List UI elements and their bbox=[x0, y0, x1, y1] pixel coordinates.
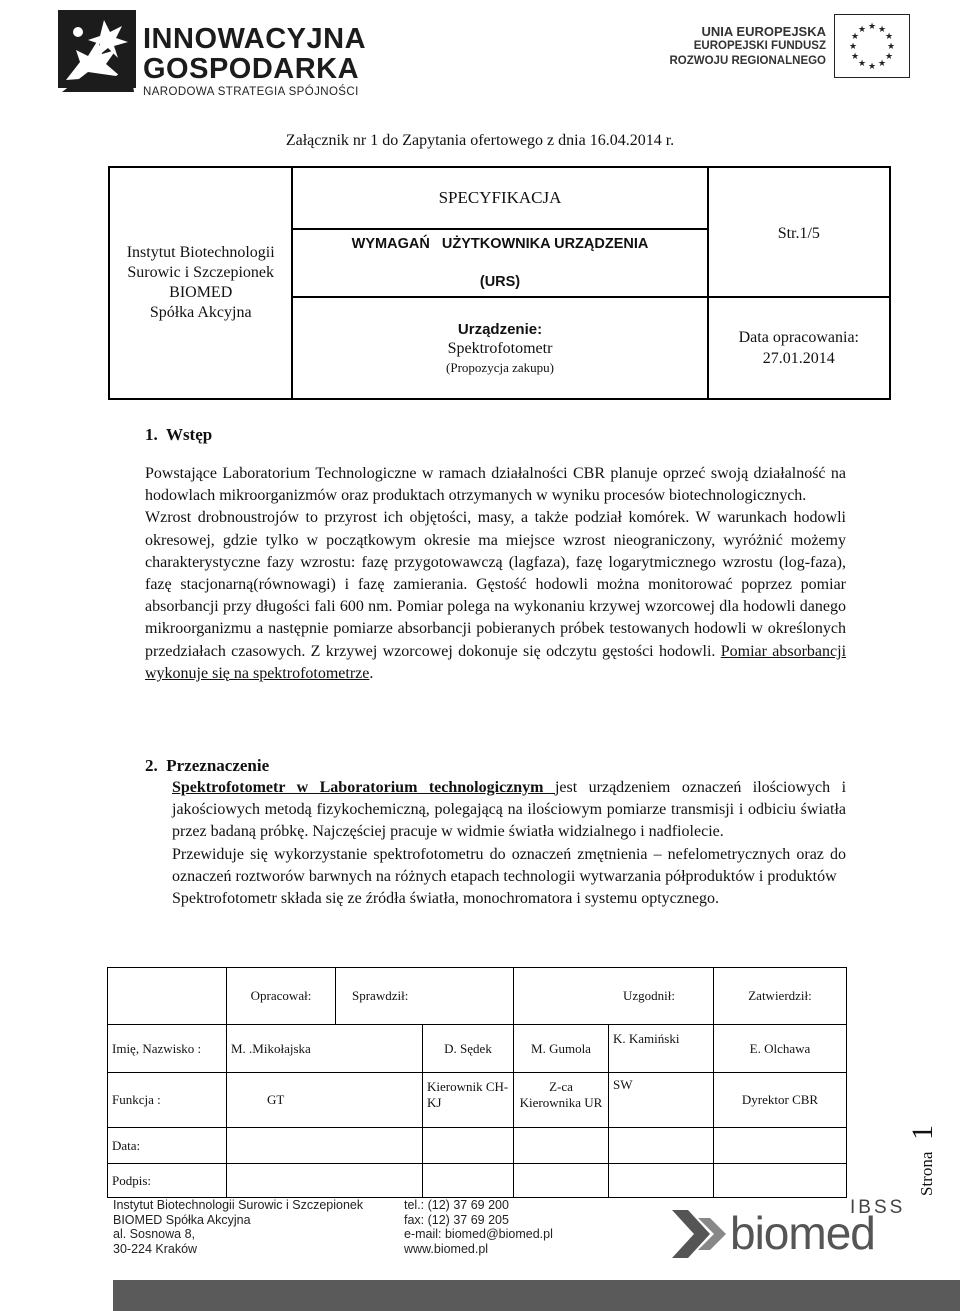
footer-contact-line: fax: (12) 37 69 205 bbox=[404, 1212, 509, 1227]
sig-function: GT bbox=[227, 1073, 423, 1128]
sig-header: Sprawdził: bbox=[336, 968, 514, 1025]
specification-table bbox=[108, 166, 891, 400]
svg-text:★: ★ bbox=[848, 42, 858, 52]
section-2-heading: 2. Przeznaczenie bbox=[145, 756, 270, 775]
footer-address-line: BIOMED Spółka Akcyjna bbox=[113, 1212, 251, 1227]
svg-text:★: ★ bbox=[886, 42, 896, 52]
sig-date-cell bbox=[609, 1128, 714, 1164]
section-2-paragraph bbox=[172, 777, 846, 844]
date-cell bbox=[708, 297, 890, 399]
svg-text:★: ★ bbox=[850, 52, 860, 62]
footer-contact bbox=[404, 1198, 553, 1256]
section-1-paragraph: Powstające Laboratorium Technologiczne w ramach działalności CBR planuje oprzeć swoją działalność na hodowlach mikroorganizmów oraz produktach otrzymanych w wyniku procesów biotechnologicznych. bbox=[145, 465, 846, 505]
sig-date-cell bbox=[423, 1128, 514, 1164]
signature-table bbox=[107, 967, 847, 1198]
footer-address-line: al. Sosnowa 8, bbox=[113, 1227, 195, 1242]
ig-title-line1: INNOWACYJNA bbox=[143, 23, 367, 55]
date-label: Data opracowania: bbox=[738, 329, 859, 346]
sig-signature-cell bbox=[423, 1164, 514, 1198]
section-1-paragraph bbox=[145, 507, 846, 685]
sig-row-label: Podpis: bbox=[108, 1164, 227, 1198]
sig-header: Zatwierdził: bbox=[714, 968, 847, 1025]
sig-signature-cell bbox=[514, 1164, 609, 1198]
date-value: 27.01.2014 bbox=[762, 350, 835, 367]
sig-row-label: Data: bbox=[108, 1128, 227, 1164]
footer-bar bbox=[113, 1280, 960, 1311]
device-note: (Propozycja zakupu) bbox=[446, 359, 554, 375]
sig-date-cell bbox=[514, 1128, 609, 1164]
footer-address-line: 30-224 Kraków bbox=[113, 1241, 198, 1256]
sig-signature-cell bbox=[227, 1164, 423, 1198]
biomed-logo-icon bbox=[668, 1208, 730, 1260]
institute-line: BIOMED bbox=[169, 284, 233, 301]
eu-line1: UNIA EUROPEJSKA bbox=[701, 24, 826, 39]
svg-text:★: ★ bbox=[877, 59, 887, 69]
urs-label: (URS) bbox=[479, 274, 521, 290]
sig-header: Opracował: bbox=[227, 968, 336, 1025]
institute-cell bbox=[109, 167, 292, 399]
ig-title-line2: GOSPODARKA bbox=[143, 53, 360, 85]
spec-subtitle: WYMAGAŃ UŻYTKOWNIKA URZĄDZENIA bbox=[351, 236, 649, 252]
section-1-text: Wzrost drobnoustrojów to przyrost ich objętości, masy, a także podział komórek. W warunkach hodowli okresowej, gdzie tylko w początkowym okresie ma miejsce wzrost nieograniczony, wyróżnić możemy charakterystyczne fazy wzrostu: fazę przygotowawczą (lagfaza), fazę logarytmicznego wzrostu (log-faza), fazę stacjonarną(równowagi) i fazę zamierania. Gęstość hodowli można monitorować poprzez pomiar absorbancji przy długości fali 600 nm. Pomiar polega na wykonaniu krzywej wzorcowej dla hodowli danego mikroorganizmu a następnie pomiarze absorbancji pobieranych próbek testowanych hodowli w określonych przedziałach czasowych. Z krzywej wzorcowej dokonuje się odczytu gęstości hodowli. bbox=[145, 509, 846, 660]
sig-function: Kierownik CH-KJ bbox=[423, 1073, 514, 1128]
device-name: Spektrofotometr bbox=[447, 339, 553, 357]
section-2-text: jest urządzeniem oznaczeń ilościowych i jakościowych metodą fizykochemiczną, polegającą na ilościowym pomiarze transmisji i odbiciu światła przez badaną próbkę. Najczęściej pracuje w widmie światła widzialnego i nadfiolecie. bbox=[172, 779, 847, 841]
strona-number: 1 bbox=[906, 1125, 939, 1140]
sig-row-label: Imię, Nazwisko : bbox=[108, 1025, 227, 1073]
svg-text:★: ★ bbox=[877, 25, 887, 35]
sig-corner-cell bbox=[108, 968, 227, 1025]
svg-text:★: ★ bbox=[867, 62, 877, 72]
strona-label: Strona bbox=[917, 1151, 936, 1196]
urs-cell bbox=[292, 229, 707, 297]
eu-line3: ROZWOJU REGIONALNEGO bbox=[669, 55, 826, 67]
footer-address-line: Instytut Biotechnologii Surowic i Szczepionek bbox=[113, 1198, 364, 1212]
section-2-paragraph: Przewiduje się wykorzystanie spektrofotometru do oznaczeń zmętnienia – nefelometrycznych oraz do oznaczeń roztworów barwnych na różnych etapach technologii wytwarzania półproduktów i produktów bbox=[172, 845, 846, 885]
sig-name: K. Kamiński bbox=[609, 1025, 714, 1073]
svg-text:★: ★ bbox=[857, 25, 867, 35]
device-cell bbox=[292, 297, 707, 399]
sig-date-cell bbox=[227, 1128, 423, 1164]
page-number-label bbox=[876, 1110, 946, 1200]
sig-function: SW bbox=[609, 1073, 714, 1128]
sig-row-label: Funkcja : bbox=[108, 1073, 227, 1128]
spec-title: SPECYFIKACJA bbox=[292, 167, 707, 229]
period: . bbox=[369, 664, 374, 682]
sig-function: Dyrektor CBR bbox=[714, 1073, 847, 1128]
section-2-body bbox=[172, 777, 846, 910]
svg-text:★: ★ bbox=[850, 32, 860, 42]
sig-signature-cell bbox=[609, 1164, 714, 1198]
page-number: Str.1/5 bbox=[708, 167, 890, 297]
eu-line2: EUROPEJSKI FUNDUSZ bbox=[693, 40, 826, 52]
institute-line: Spółka Akcyjna bbox=[149, 304, 252, 321]
sig-name: M. .Mikołajska bbox=[227, 1025, 423, 1073]
section-1-heading: 1. Wstęp bbox=[145, 425, 213, 444]
footer-address bbox=[113, 1198, 363, 1256]
sig-name: D. Sędek bbox=[423, 1025, 514, 1073]
section-1-body bbox=[145, 463, 846, 685]
eu-flag-icon bbox=[834, 14, 910, 78]
underlined-note: Pomiar absorbancji wykonuje się na spektrofotometrze bbox=[145, 642, 847, 682]
institute-line: Surowic i Szczepionek bbox=[127, 264, 275, 281]
svg-text:★: ★ bbox=[867, 22, 877, 32]
annex-line: Załącznik nr 1 do Zapytania ofertowego z dnia 16.04.2014 r. bbox=[285, 132, 675, 149]
footer-contact-line: e-mail: biomed@biomed.pl bbox=[404, 1227, 553, 1242]
footer-contact-line: www.biomed.pl bbox=[404, 1241, 489, 1256]
ig-subtitle: NARODOWA STRATEGIA SPÓJNOŚCI bbox=[143, 86, 359, 98]
sig-date-cell bbox=[714, 1128, 847, 1164]
device-label: Urządzenie: bbox=[457, 320, 543, 338]
section-2-bold-text: Spektrofotometr w Laboratorium technologicznym bbox=[172, 779, 555, 796]
sig-function: Z-ca Kierownika UR bbox=[514, 1073, 609, 1128]
footer-contact-line: tel.: (12) 37 69 200 bbox=[404, 1198, 509, 1212]
ibss-label: IBSS bbox=[850, 1197, 906, 1218]
eu-logo-text bbox=[640, 24, 826, 69]
sig-header: Uzgodnił: bbox=[514, 968, 714, 1025]
sig-name: M. Gumola bbox=[514, 1025, 609, 1073]
sig-name: E. Olchawa bbox=[714, 1025, 847, 1073]
section-2-paragraph: Spektrofotometr składa się ze źródła światła, monochromatora i systemu optycznego. bbox=[172, 890, 719, 908]
sig-signature-cell bbox=[714, 1164, 847, 1198]
svg-text:★: ★ bbox=[857, 59, 867, 69]
institute-line: Instytut Biotechnologii bbox=[126, 244, 275, 261]
svg-text:★: ★ bbox=[884, 52, 894, 62]
biomed-brand: biomed bbox=[730, 1207, 875, 1259]
svg-text:★: ★ bbox=[884, 32, 894, 42]
